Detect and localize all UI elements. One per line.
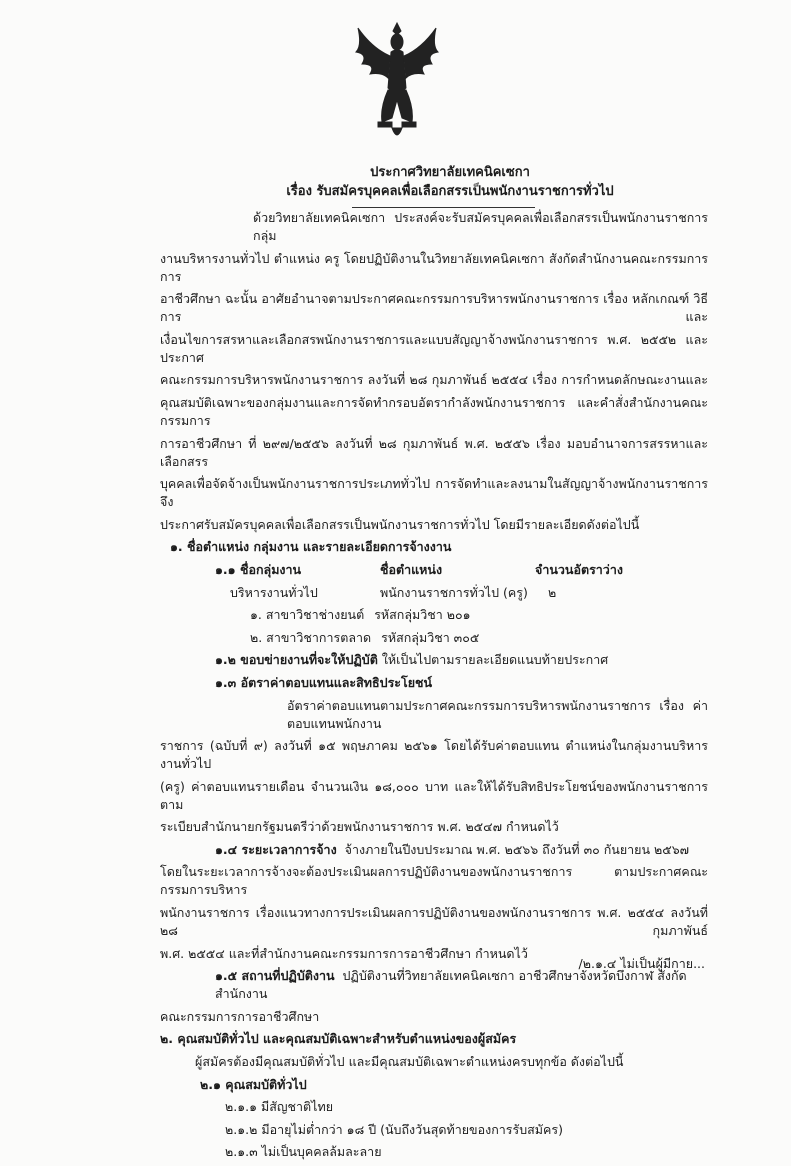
intro-line: อาชีวศึกษา ฉะนั้น อาศัยอำนาจตามประกาศคณะกรรมการบริหารพนักงานราชการ เรื่อง หลักเกณฑ์ วิธีการ และ <box>160 291 708 325</box>
qualification-item: ๒.๑.๒ มีอายุไม่ต่ำกว่า ๑๘ ปี (นับถึงวันสุดท้ายของการรับสมัคร) <box>225 1121 563 1137</box>
compensation-line: อัตราค่าตอบแทนตามประกาศคณะกรรมการบริหารพนักงานราชการ เรื่อง ค่าตอบแทนพนักงาน <box>287 697 708 731</box>
branch-row <box>160 606 708 629</box>
branch-code: รหัสกลุ่มวิชา ๒๐๑ <box>374 607 471 623</box>
employment-period <box>160 841 708 864</box>
qualification-item: ๒.๑.๑ มีสัญชาติไทย <box>225 1099 334 1115</box>
col-position-header: ชื่อตำแหน่ง <box>380 561 443 577</box>
intro-line: คุณสมบัติเฉพาะของกลุ่มงานและการจัดทำกรอบอัตรากำลังพนักงานราชการ และคำสั่งสำนักงานคณะกรรมการ <box>160 394 708 428</box>
intro-line: ประกาศรับสมัครบุคคลเพื่อเลือกสรรเป็นพนักงานราชการทั่วไป โดยมีรายละเอียดดังต่อไปนี้ <box>160 516 640 532</box>
compensation-line: ระเบียบสำนักนายกรัฐมนตรีว่าด้วยพนักงานราชการ พ.ศ. ๒๕๔๗ กำหนดไว้ <box>160 819 559 835</box>
branch-row <box>160 629 708 652</box>
position-table-header <box>160 561 708 584</box>
intro-line: การอาชีวศึกษา ที่ ๒๙๗/๒๕๕๖ ลงวันที่ ๒๘ กุมภาพันธ์ พ.ศ. ๒๕๕๖ เรื่อง มอบอำนาจการสรรหาและเลือกสรร <box>160 435 708 469</box>
intro-line: ด้วยวิทยาลัยเทคนิคเซกา ประสงค์จะรับสมัครบุคคลเพื่อเลือกสรรเป็นพนักงานราชการ กลุ่ม <box>253 210 708 243</box>
title-divider <box>352 207 535 208</box>
period-line: โดยในระยะเวลาการจ้างจะต้องประเมินผลการปฏิบัติงานของพนักงานราชการ ตามประกาศคณะกรรมการบริหาร <box>160 864 708 898</box>
compensation-line: (ครู) ค่าตอบแทนรายเดือน จำนวนเงิน ๑๘,๐๐๐ บาท และให้ได้รับสิทธิประโยชน์ของพนักงานราชการ ตาม <box>160 778 708 812</box>
workplace <box>160 967 708 1008</box>
general-qualifications-heading: ๒.๑ คุณสมบัติทั่วไป <box>200 1076 307 1092</box>
position-name: พนักงานราชการทั่วไป (ครู) <box>380 584 528 600</box>
section2-heading: ๒. คุณสมบัติทั่วไป และคุณสมบัติเฉพาะสำหรับตำแหน่งของผู้สมัคร <box>160 1031 517 1047</box>
branch-name: ๑. สาขาวิชาช่างยนต์ <box>250 607 365 623</box>
workplace-label: ๑.๕ สถานที่ปฏิบัติงาน <box>215 968 335 984</box>
intro-line: บุคคลเพื่อจัดจ้างเป็นพนักงานราชการประเภททั่วไป การจัดทำและลงนามในสัญญาจ้างพนักงานราชการจึง <box>160 476 708 510</box>
page-continuation: /๒.๑.๔ ไม่เป็นผู้มีกาย... <box>578 956 705 971</box>
period-label: ๑.๔ ระยะเวลาการจ้าง <box>215 841 337 857</box>
branch-code: รหัสกลุ่มวิชา ๓๐๕ <box>381 629 480 645</box>
workplace-line: คณะกรรมการการอาชีวศึกษา <box>160 1008 320 1024</box>
compensation-heading: ๑.๓ อัตราค่าตอบแทนและสิทธิประโยชน์ <box>215 674 433 690</box>
period-text: จ้างภายในปีงบประมาณ พ.ศ. ๒๕๖๖ ถึงวันที่ ๓๐ กันยายน ๒๕๖๗ <box>344 841 690 857</box>
period-line: พนักงานราชการ เรื่องแนวทางการประเมินผลการปฏิบัติงานของพนักงานราชการ พ.ศ. ๒๕๕๔ ลงวันที่ ๒๘ กุมภาพันธ์ <box>160 905 708 939</box>
position-table-row <box>160 584 708 607</box>
announcement-title: ประกาศวิทยาลัยเทคนิคเซกา <box>370 165 530 180</box>
intro-paragraph <box>160 209 708 538</box>
branch-name: ๒. สาขาวิชาการตลาด <box>250 629 372 645</box>
scope-text: ให้เป็นไปตามรายละเอียดแนบท้ายประกาศ <box>381 652 609 668</box>
compensation-line: ราชการ (ฉบับที่ ๙) ลงวันที่ ๑๕ พฤษภาคม ๒๕๖๑ โดยได้รับค่าตอบแทน ตำแหน่งในกลุ่มงานบริหารงานทั่วไป <box>160 738 708 772</box>
announcement-subject: เรื่อง รับสมัครบุคคลเพื่อเลือกสรรเป็นพนักงานราชการทั่วไป <box>286 184 614 199</box>
scope-label: ๑.๒ ขอบข่ายงานที่จะให้ปฏิบัติ <box>215 652 378 668</box>
col-vacancy-header: จำนวนอัตราว่าง <box>535 561 623 577</box>
group-name: บริหารงานทั่วไป <box>230 584 318 600</box>
document-body <box>160 209 708 1166</box>
section1-heading: ๑. ชื่อตำแหน่ง กลุ่มงาน และรายละเอียดการจ้างงาน <box>170 539 452 555</box>
intro-line: งานบริหารงานทั่วไป ตำแหน่ง ครู โดยปฏิบัติงานในวิทยาลัยเทคนิคเซกา สังกัดสำนักงานคณะกรรมการการ <box>160 250 708 284</box>
vacancy-count: ๒ <box>548 584 557 600</box>
col-group-header: ๑.๑ ชื่อกลุ่มงาน <box>215 561 302 577</box>
scope-of-work <box>160 651 708 674</box>
intro-line: เงื่อนไขการสรหาและเลือกสรพนักงานราชการและแบบสัญญาจ้างพนักงานราชการ พ.ศ. ๒๕๕๒ และประกาศ <box>160 331 708 365</box>
garuda-emblem-icon <box>352 18 442 143</box>
period-line: พ.ศ. ๒๕๕๔ และที่สำนักงานคณะกรรมการการอาชีวศึกษา กำหนดไว้ <box>160 945 528 961</box>
intro-line: คณะกรรมการบริหารพนักงานราชการ ลงวันที่ ๒๘ กุมภาพันธ์ ๒๕๕๔ เรื่อง การกำหนดลักษณะงานและ <box>160 372 708 388</box>
workplace-text: ปฏิบัติงานที่วิทยาลัยเทคนิคเซกา อาชีวศึกษาจังหวัดบึงกาฬ สังกัดสำนักงาน <box>215 968 687 1002</box>
qualification-item: ๒.๑.๓ ไม่เป็นบุคคลล้มละลาย <box>225 1144 382 1160</box>
section2-intro: ผู้สมัครต้องมีคุณสมบัติทั่วไป และมีคุณสมบัติเฉพาะตำแหน่งครบทุกข้อ ดังต่อไปนี้ <box>195 1054 624 1070</box>
